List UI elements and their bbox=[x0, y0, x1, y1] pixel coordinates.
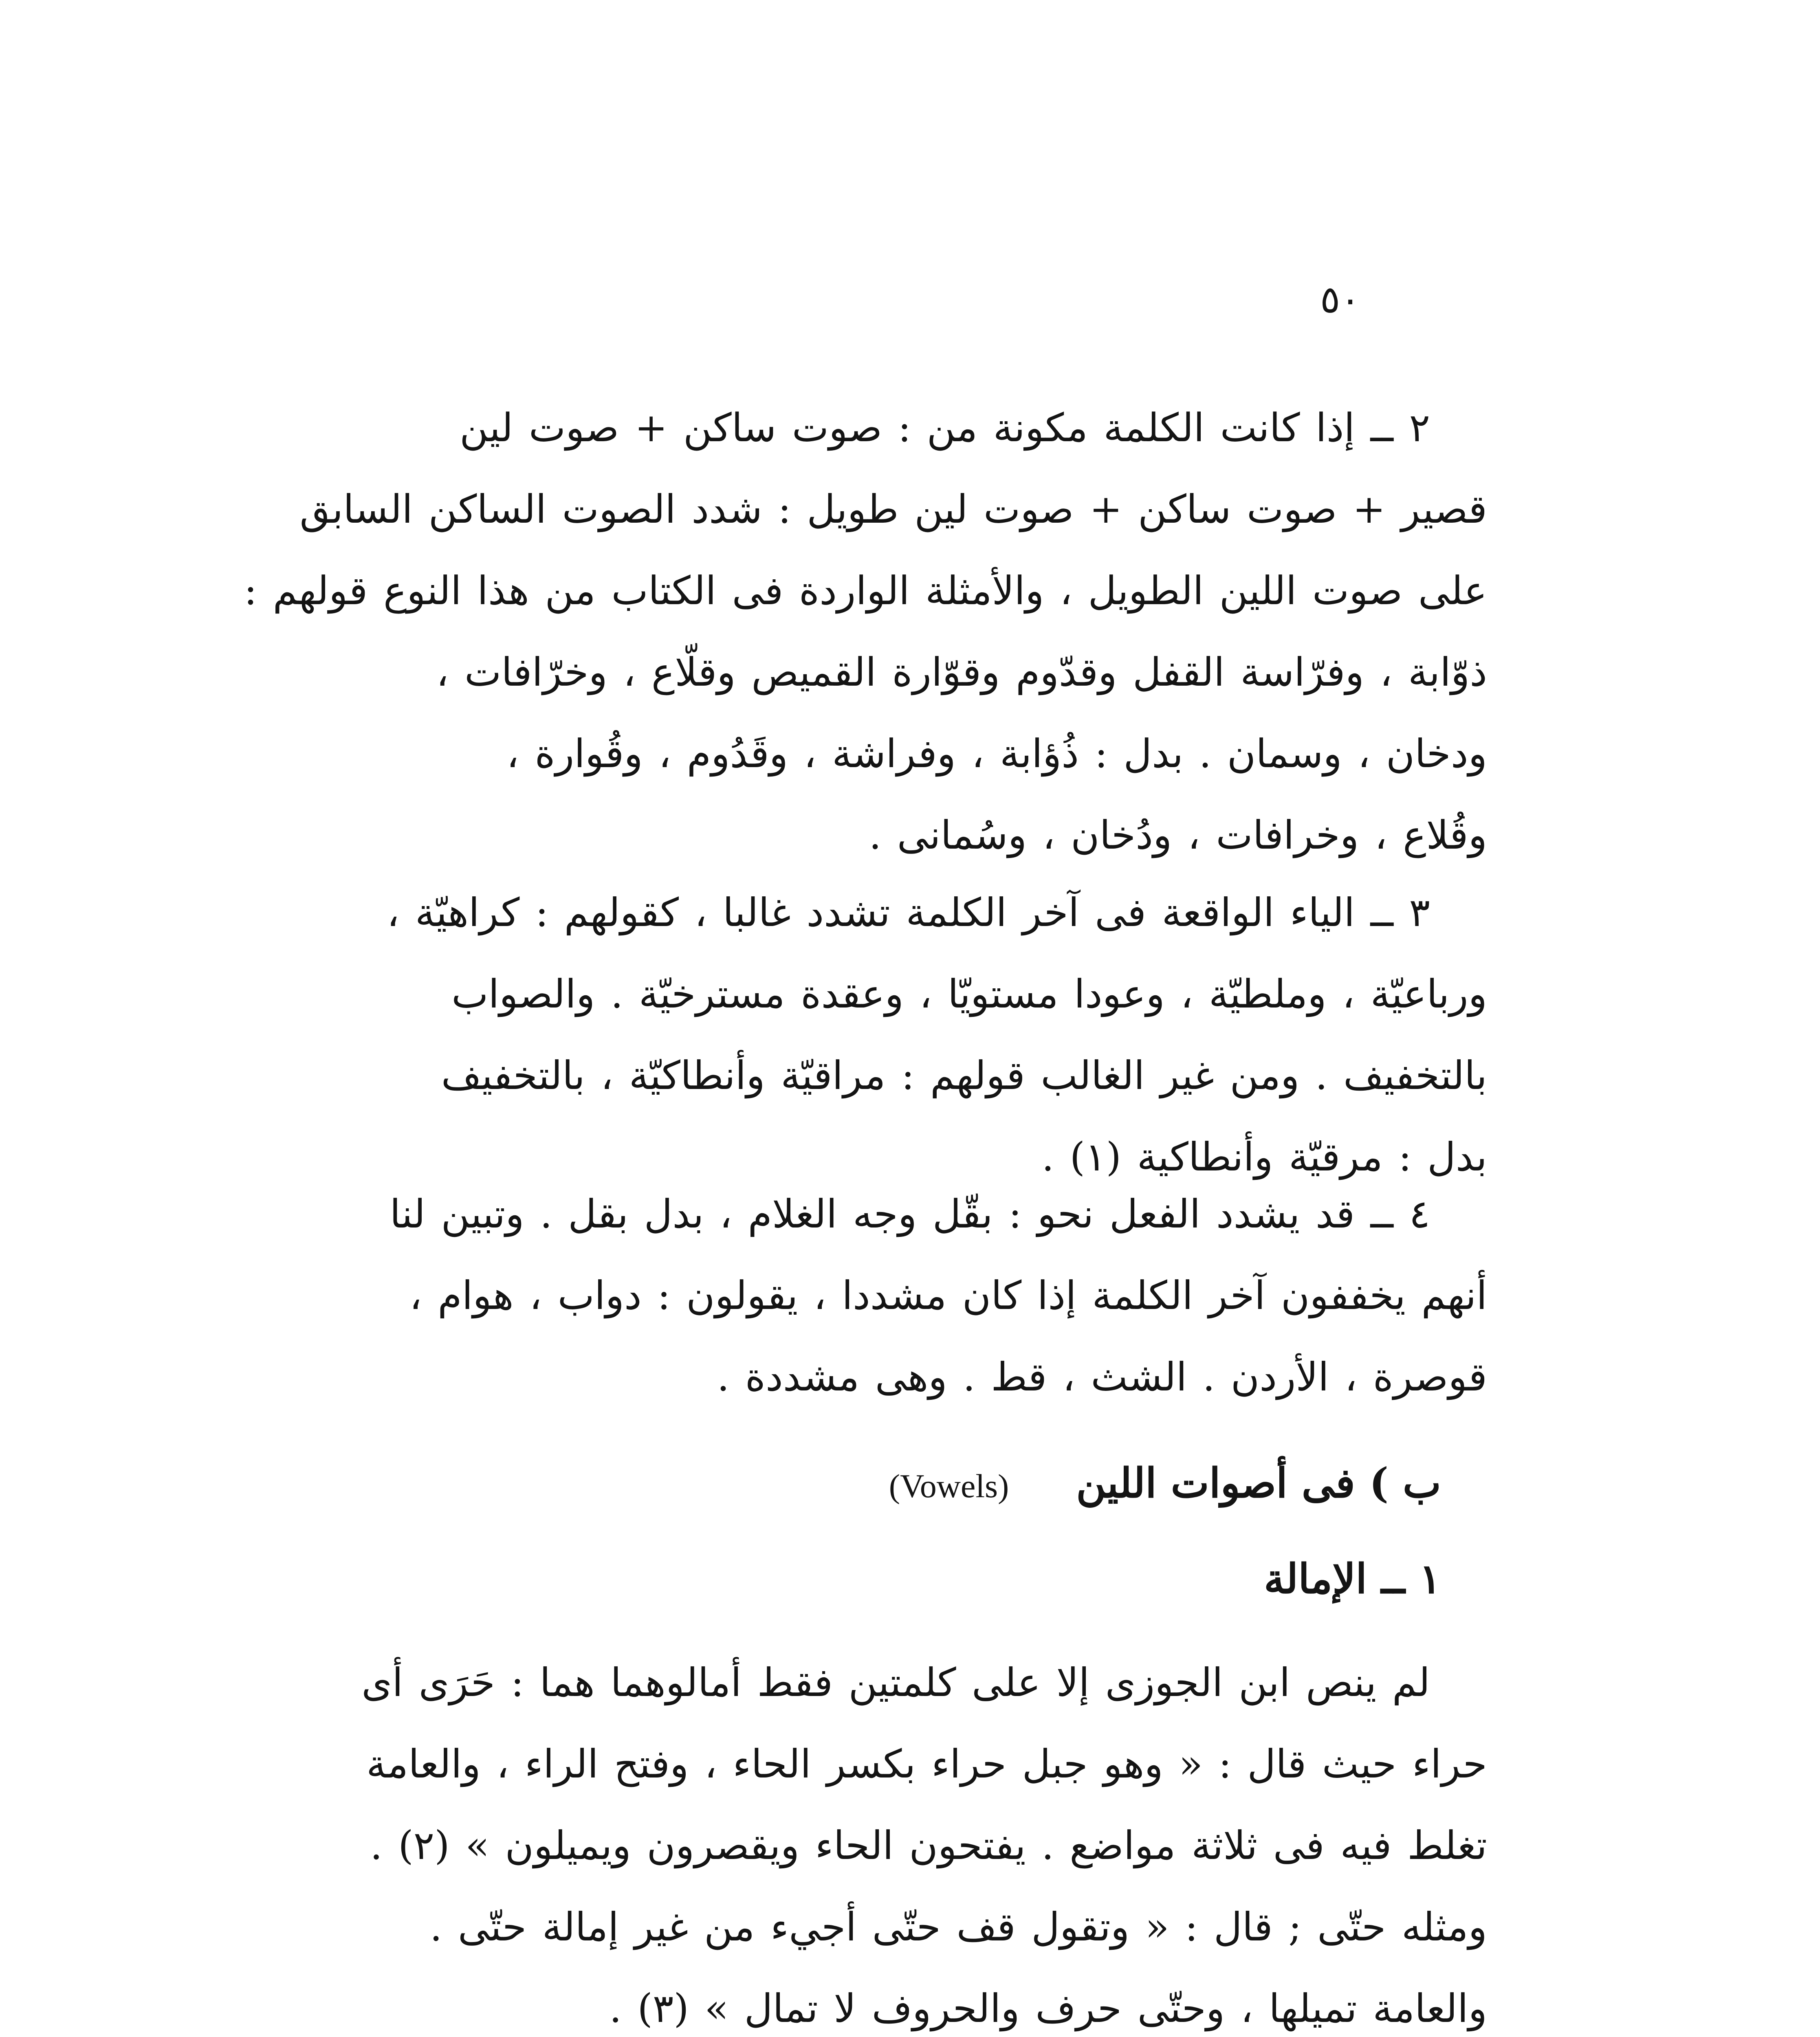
text-line: حراء حيث قال : « وهو جبل حراء بكسر الحاء ، وفتح الراء ، والعامة bbox=[366, 1741, 1487, 1787]
text-line: قصير + صوت ساكن + صوت لين طويل : شدد الصوت الساكن السابق bbox=[299, 486, 1487, 532]
section-heading bbox=[667, 1452, 1441, 1517]
text-line: لم ينص ابن الجوزى إلا على كلمتين فقط أمالوهما هما : حَرَى أى bbox=[361, 1660, 1430, 1705]
text-line: ودخان ، وسمان . بدل : ذُؤابة ، وفراشة ، وقَدُوم ، وقُوارة ، bbox=[506, 731, 1487, 777]
paragraph-3 bbox=[350, 872, 1487, 1198]
section-heading-text: ب ) فى أصوات اللين bbox=[1076, 1459, 1441, 1507]
text-line: قوصرة ، الأردن . الشث ، قط . وهى مشددة . bbox=[717, 1354, 1487, 1400]
paragraph-4 bbox=[350, 1173, 1487, 1418]
text-line: ٢ ــ إذا كانت الكلمة مكونة من : صوت ساكن + صوت لين bbox=[460, 405, 1430, 451]
text-line: بدل : مرقيّة وأنطاكية (١) . bbox=[1041, 1134, 1487, 1180]
text-line: ٤ ــ قد يشدد الفعل نحو : بقّل وجه الغلام ، بدل بقل . وتبين لنا bbox=[390, 1191, 1430, 1237]
text-line: على صوت اللين الطويل ، والأمثلة الواردة فى الكتاب من هذا النوع قولهم : bbox=[244, 568, 1487, 614]
text-line: تغلط فيه فى ثلاثة مواضع . يفتحون الحاء ويقصرون ويميلون » (٢) . bbox=[370, 1823, 1487, 1868]
subsection-heading: ١ ــ الإمالة bbox=[1264, 1555, 1441, 1603]
text-line: ورباعيّة ، وملطيّة ، وعودا مستويّا ، وعقدة مسترخيّة . والصواب bbox=[451, 971, 1487, 1017]
paragraph-2 bbox=[244, 387, 1487, 876]
text-line: ذوّابة ، وفرّاسة القفل وقدّوم وقوّارة القميص وقلّاع ، وخرّافات ، bbox=[436, 649, 1487, 695]
paragraph-5 bbox=[350, 1642, 1487, 2037]
text-line: والعامة تميلها ، وحتّى حرف والحروف لا تمال » (٣) . bbox=[609, 1986, 1487, 2031]
text-line: ومثله حتّى ; قال : « وتقول قف حتّى أجيء من غير إمالة حتّى . bbox=[429, 1904, 1487, 1950]
text-line: ٣ ــ الياء الواقعة فى آخر الكلمة تشدد غالبا ، كقولهم : كراهيّة ، bbox=[387, 890, 1430, 935]
section-heading-latin: (Vowels) bbox=[889, 1467, 1009, 1505]
text-line: وقُلاع ، وخرافات ، ودُخان ، وسُمانى . bbox=[869, 812, 1487, 858]
text-line: أنهم يخففون آخر الكلمة إذا كان مشددا ، يقولون : دواب ، هوام ، bbox=[409, 1273, 1487, 1318]
text-line: بالتخفيف . ومن غير الغالب قولهم : مراقيّة وأنطاكيّة ، بالتخفيف bbox=[441, 1053, 1487, 1098]
page-number: ٥٠ bbox=[1320, 278, 1360, 321]
